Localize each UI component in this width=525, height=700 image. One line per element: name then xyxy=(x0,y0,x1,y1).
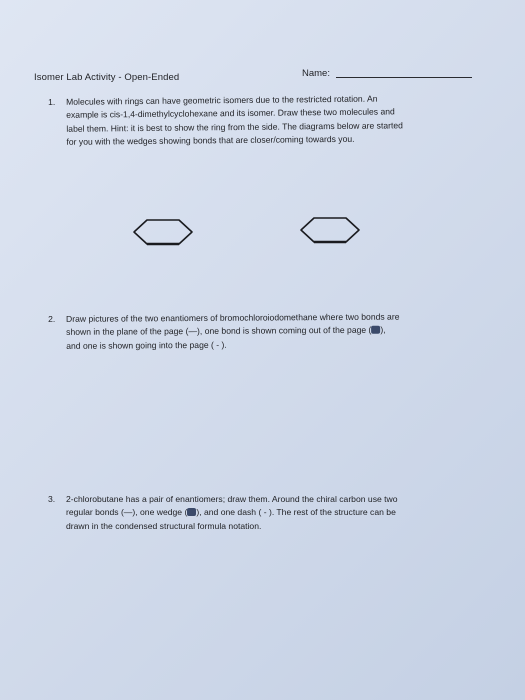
question-text-line: Molecules with rings can have geometric isomers due to the restricted rotation. An xyxy=(66,93,378,107)
question-text-line: for you with the wedges showing bonds that are closer/coming towards you. xyxy=(66,134,355,148)
question-text-line: and one is shown going into the page ( - ). xyxy=(66,339,227,351)
name-blank-line[interactable] xyxy=(336,77,472,78)
cyclohexane-ring-left xyxy=(132,217,194,247)
question-text-line: regular bonds (—), one wedge ( ), and one dash ( - ). The rest of the structure can be xyxy=(66,507,396,518)
question-number: 1. xyxy=(48,96,56,107)
wedge-bond-icon xyxy=(187,508,196,516)
question-text-line: example is cis-1,4-dimethylcyclohexane and its isomer. Draw these two molecules and xyxy=(66,106,395,121)
cyclohexane-ring-right xyxy=(299,215,361,245)
question-number: 2. xyxy=(48,313,56,324)
question-text-line: 2-chlorobutane has a pair of enantiomers; draw them. Around the chiral carbon use two xyxy=(66,494,398,504)
name-label: Name: xyxy=(302,68,330,79)
question-text-line: drawn in the condensed structural formula notation. xyxy=(66,520,262,531)
question-text-line: shown in the plane of the page (—), one bond is shown coming out of the page ( ), xyxy=(66,325,386,338)
question-number: 3. xyxy=(48,494,56,504)
worksheet-title: Isomer Lab Activity - Open-Ended xyxy=(34,72,180,83)
question-text-line: Draw pictures of the two enantiomers of bromochloroiodomethane where two bonds are xyxy=(66,311,400,324)
question-text-line: label them. Hint: it is best to show the ring from the side. The diagrams below are started xyxy=(66,120,403,134)
wedge-bond-icon xyxy=(371,326,380,334)
